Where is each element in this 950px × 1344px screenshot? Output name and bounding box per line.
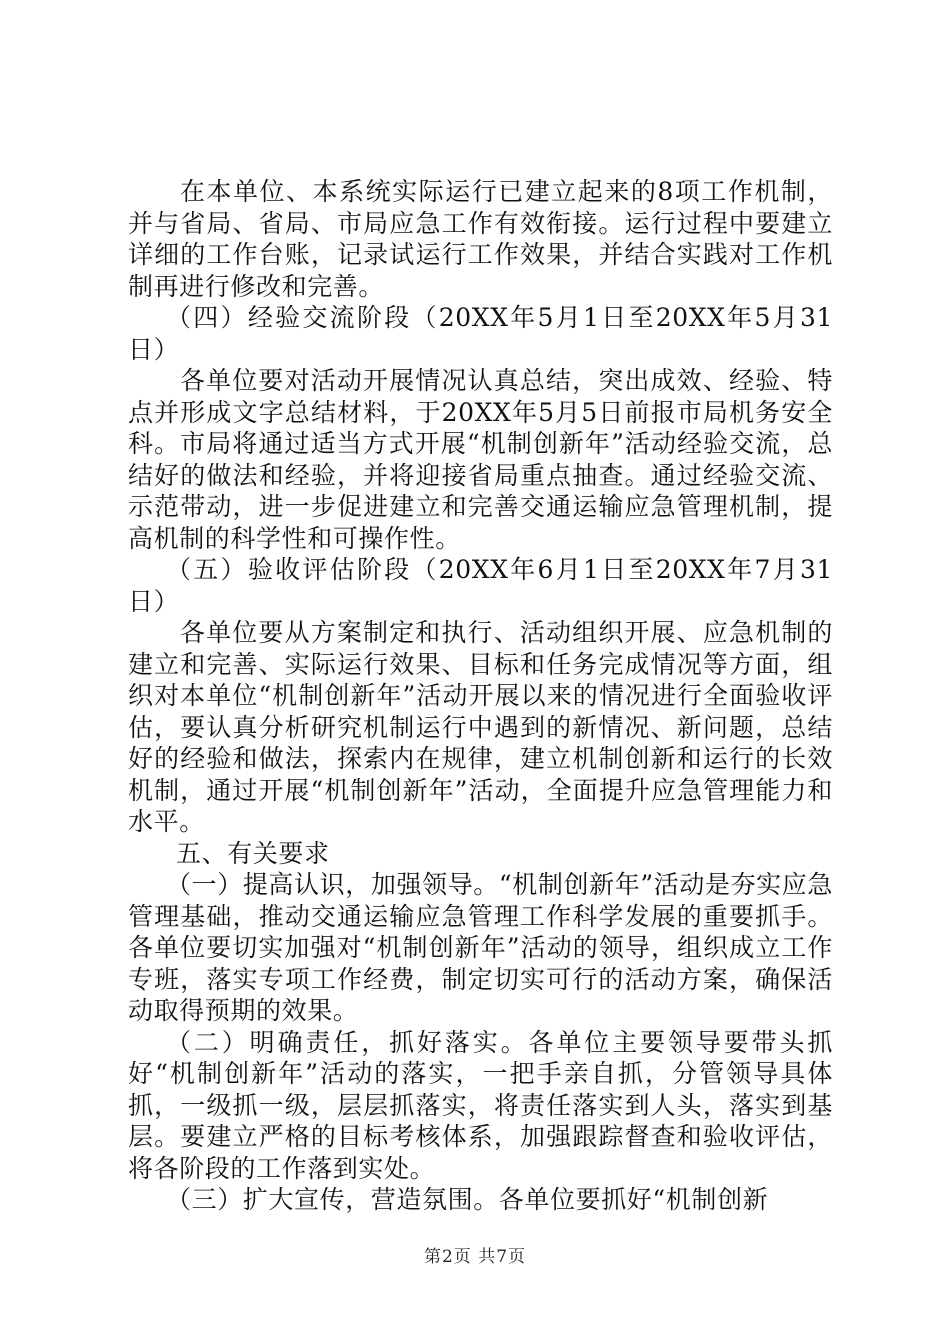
paragraph-mechanism-operation: 在本单位、本系统实际运行已建立起来的8项工作机制，并与省局、省局、市局应急工作有效衔接。运行过程中要建立详细的工作台账，记录试运行工作效果，并结合实践对工作机制再进行修改和完善。 <box>128 177 833 301</box>
section-heading-experience-exchange: （四）经验交流阶段（20XX年5月1日至20XX年5月31日） <box>128 303 833 364</box>
section-heading-acceptance-evaluation: （五）验收评估阶段（20XX年6月1日至20XX年7月31日） <box>128 555 833 616</box>
paragraph-requirement-2: （二）明确责任，抓好落实。各单位主要领导要带头抓好“机制创新年”活动的落实，一把手亲自抓，分管领导具体抓，一级抓一级，层层抓落实，将责任落实到人头，落实到基层。要建立严格的目标考核体系，加强跟踪督查和验收评估，将各阶段的工作落到实处。 <box>128 1027 833 1183</box>
paragraph-acceptance-evaluation: 各单位要从方案制定和执行、活动组织开展、应急机制的建立和完善、实际运行效果、目标和任务完成情况等方面，组织对本单位“机制创新年”活动开展以来的情况进行全面验收评估，要认真分析研究机制运行中遇到的新情况、新问题，总结好的经验和做法，探索内在规律，建立机制创新和运行的长效机制，通过开展“机制创新年”活动，全面提升应急管理能力和水平。 <box>128 618 833 836</box>
page-number-footer: 第2页 共7页 <box>423 1247 527 1267</box>
document-body <box>128 176 833 1216</box>
chapter-heading-requirements: 五、有关要求 <box>176 838 330 868</box>
paragraph-requirement-3: （三）扩大宣传，营造氛围。各单位要抓好“机制创新 <box>166 1185 769 1214</box>
paragraph-requirement-1: （一）提高认识，加强领导。“机制创新年”活动是夯实应急管理基础，推动交通运输应急管理工作科学发展的重要抓手。各单位要切实加强对“机制创新年”活动的领导，组织成立工作专班，落实专项工作经费，制定切实可行的活动方案，确保活动取得预期的效果。 <box>128 870 833 1025</box>
paragraph-experience-exchange: 各单位要对活动开展情况认真总结，突出成效、经验、特点并形成文字总结材料，于20XX年5月5日前报市局机务安全科。市局将通过适当方式开展“机制创新年”活动经验交流，总结好的做法和经验，并将迎接省局重点抽查。通过经验交流、示范带动，进一步促进建立和完善交通运输应急管理机制，提高机制的科学性和可操作性。 <box>128 366 833 553</box>
